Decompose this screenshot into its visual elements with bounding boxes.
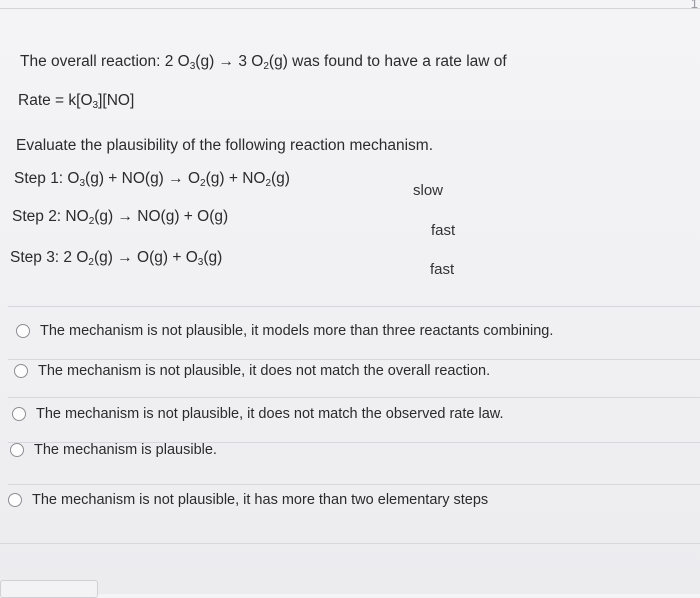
reaction-subscript: 3 — [189, 61, 196, 72]
option-label: The mechanism is not plausible, it does not match the observed rate law. — [36, 406, 504, 422]
step-3-rate: fast — [430, 261, 455, 278]
step-text: (g) → NO(g) + O(g) — [94, 208, 229, 225]
step-1-rate: slow — [413, 182, 444, 199]
bottom-divider — [0, 543, 700, 544]
option-label: The mechanism is not plausible, it has more than two elementary steps — [32, 492, 489, 508]
step-text: (g) — [271, 170, 290, 187]
rate-law-text: Rate = k[O — [18, 92, 93, 109]
submit-area-edge[interactable] — [0, 580, 98, 598]
option-label: The mechanism is not plausible, it models more than three reactants combining. — [40, 323, 554, 339]
rate-law-subscript: 3 — [92, 100, 99, 111]
answer-option-2[interactable] — [14, 363, 490, 379]
reaction-text: (g) was found to have a rate law of — [268, 53, 507, 70]
answer-option-3[interactable] — [12, 406, 503, 422]
mechanism-step-3 — [10, 248, 222, 268]
options-divider — [8, 306, 700, 307]
answer-option-4[interactable] — [10, 442, 217, 458]
option-label: The mechanism is plausible. — [34, 442, 217, 458]
rate-law-text: ][NO] — [98, 92, 135, 109]
reaction-text: (g) → 3 O — [195, 53, 264, 70]
answer-option-5[interactable] — [8, 492, 488, 508]
step-subscript: 2 — [88, 216, 95, 227]
mechanism-step-2 — [12, 207, 228, 227]
option-label: The mechanism is not plausible, it does not match the overall reaction. — [38, 363, 491, 379]
step-text: Step 2: NO — [12, 208, 89, 225]
step-text: (g) — [203, 249, 223, 266]
step-text: (g) + NO(g) → O — [85, 170, 201, 187]
answer-option-1[interactable] — [16, 323, 553, 339]
top-divider — [0, 8, 700, 9]
step-subscript: 2 — [265, 178, 272, 189]
step-subscript: 3 — [197, 257, 204, 268]
radio-button-icon[interactable] — [10, 443, 24, 457]
instruction-text: Evaluate the plausibility of the following reaction mechanism. — [16, 137, 434, 154]
overall-reaction-line — [20, 52, 507, 72]
step-text: Step 3: 2 O — [10, 249, 89, 266]
reaction-text: The overall reaction: 2 O — [20, 53, 190, 70]
step-text: Step 1: O — [14, 170, 80, 187]
step-text: (g) + NO — [205, 170, 266, 187]
radio-button-icon[interactable] — [8, 493, 22, 507]
step-subscript: 3 — [79, 178, 86, 189]
option-divider — [8, 397, 700, 398]
page-marker: 1 — [690, 0, 698, 11]
radio-button-icon[interactable] — [14, 364, 28, 378]
step-2-rate: fast — [431, 222, 456, 239]
mechanism-step-1 — [14, 169, 290, 189]
radio-button-icon[interactable] — [16, 324, 30, 338]
step-text: (g) → O(g) + O — [93, 249, 198, 266]
step-subscript: 2 — [88, 257, 94, 268]
radio-button-icon[interactable] — [12, 407, 26, 421]
step-subscript: 2 — [200, 178, 206, 189]
rate-law-line — [18, 91, 134, 111]
option-divider — [8, 484, 700, 485]
reaction-subscript: 2 — [263, 61, 269, 72]
option-divider — [8, 359, 700, 360]
